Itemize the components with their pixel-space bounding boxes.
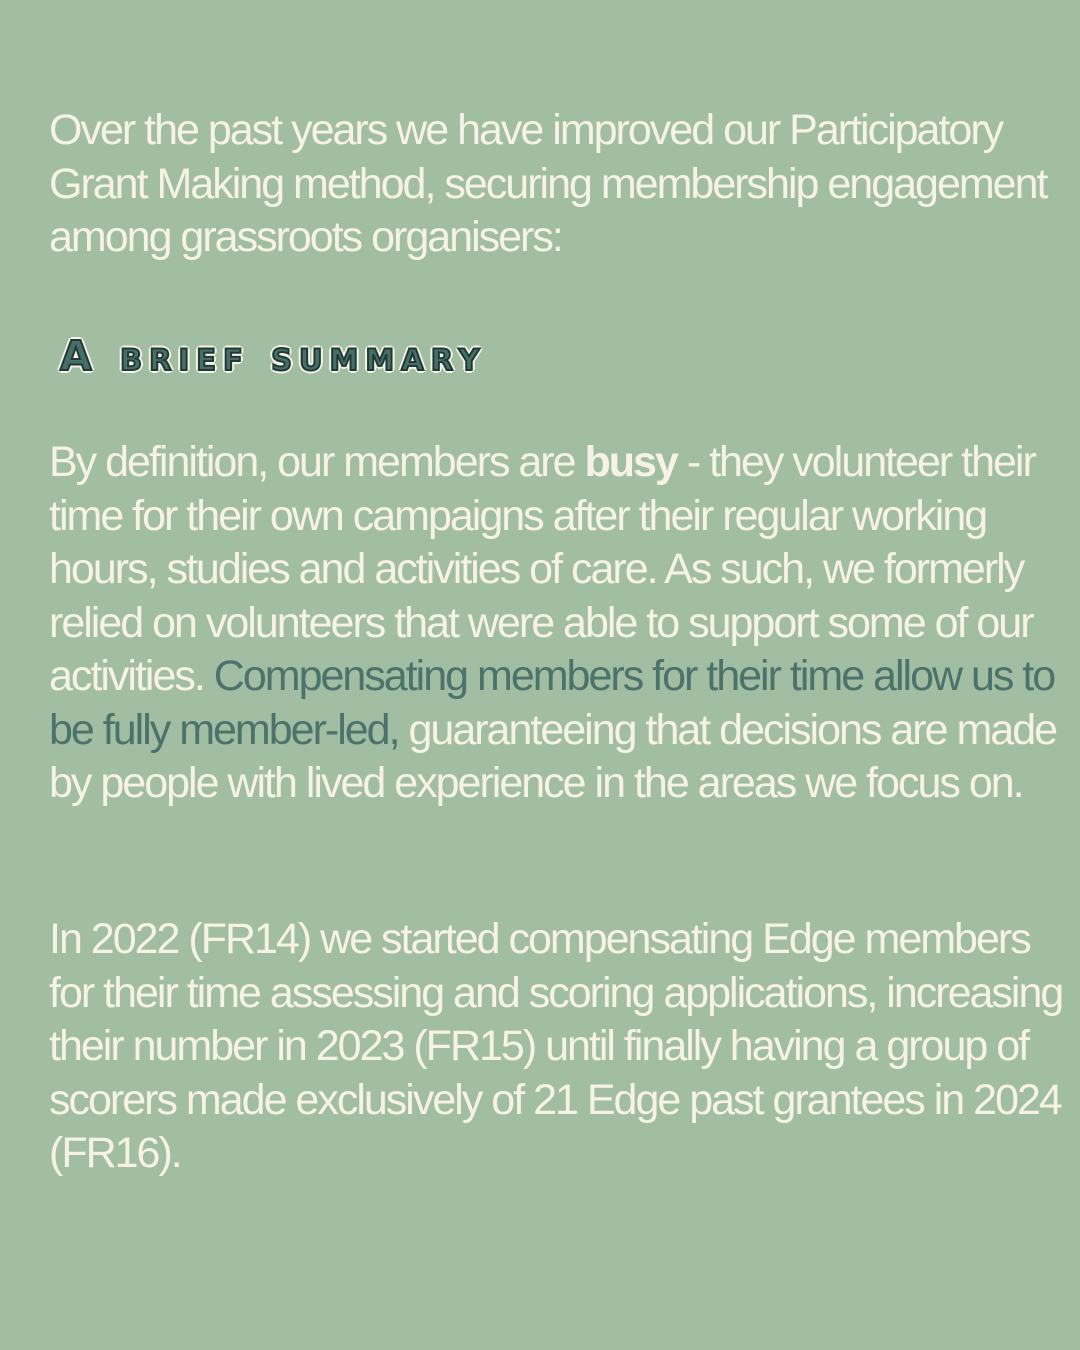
paragraph-1 [49, 436, 1069, 811]
paragraph-1-text-end: guaranteeing that decisions are made by people with lived experience in the areas we focus on. [49, 705, 1057, 807]
intro-text: Over the past years we have improved our Participatory Grant Making method, securing membership engagement among grassroots organisers: [49, 106, 1047, 261]
section-heading: A brief summary [60, 332, 487, 380]
paragraph-1-highlight: Compensating members for their time allow us to be fully member-led, [49, 652, 1055, 754]
paragraph-1-text-middle: - they volunteer their time for their own campaigns after their regular working hours, studies and activities of care. As such, we formerly relied on volunteers that were able to support some of our activities. [49, 438, 1035, 700]
paragraph-1-bold: busy [584, 438, 677, 486]
paragraph-1-text-start: By definition, our members are [49, 438, 585, 486]
paragraph-2: In 2022 (FR14) we started compensating Edge members for their time assessing and scoring applications, increasing their number in 2023 (FR15) until finally having a group of scorers made exclusively of 21 Edge past grantees in 2024 (FR16). [49, 915, 1063, 1177]
